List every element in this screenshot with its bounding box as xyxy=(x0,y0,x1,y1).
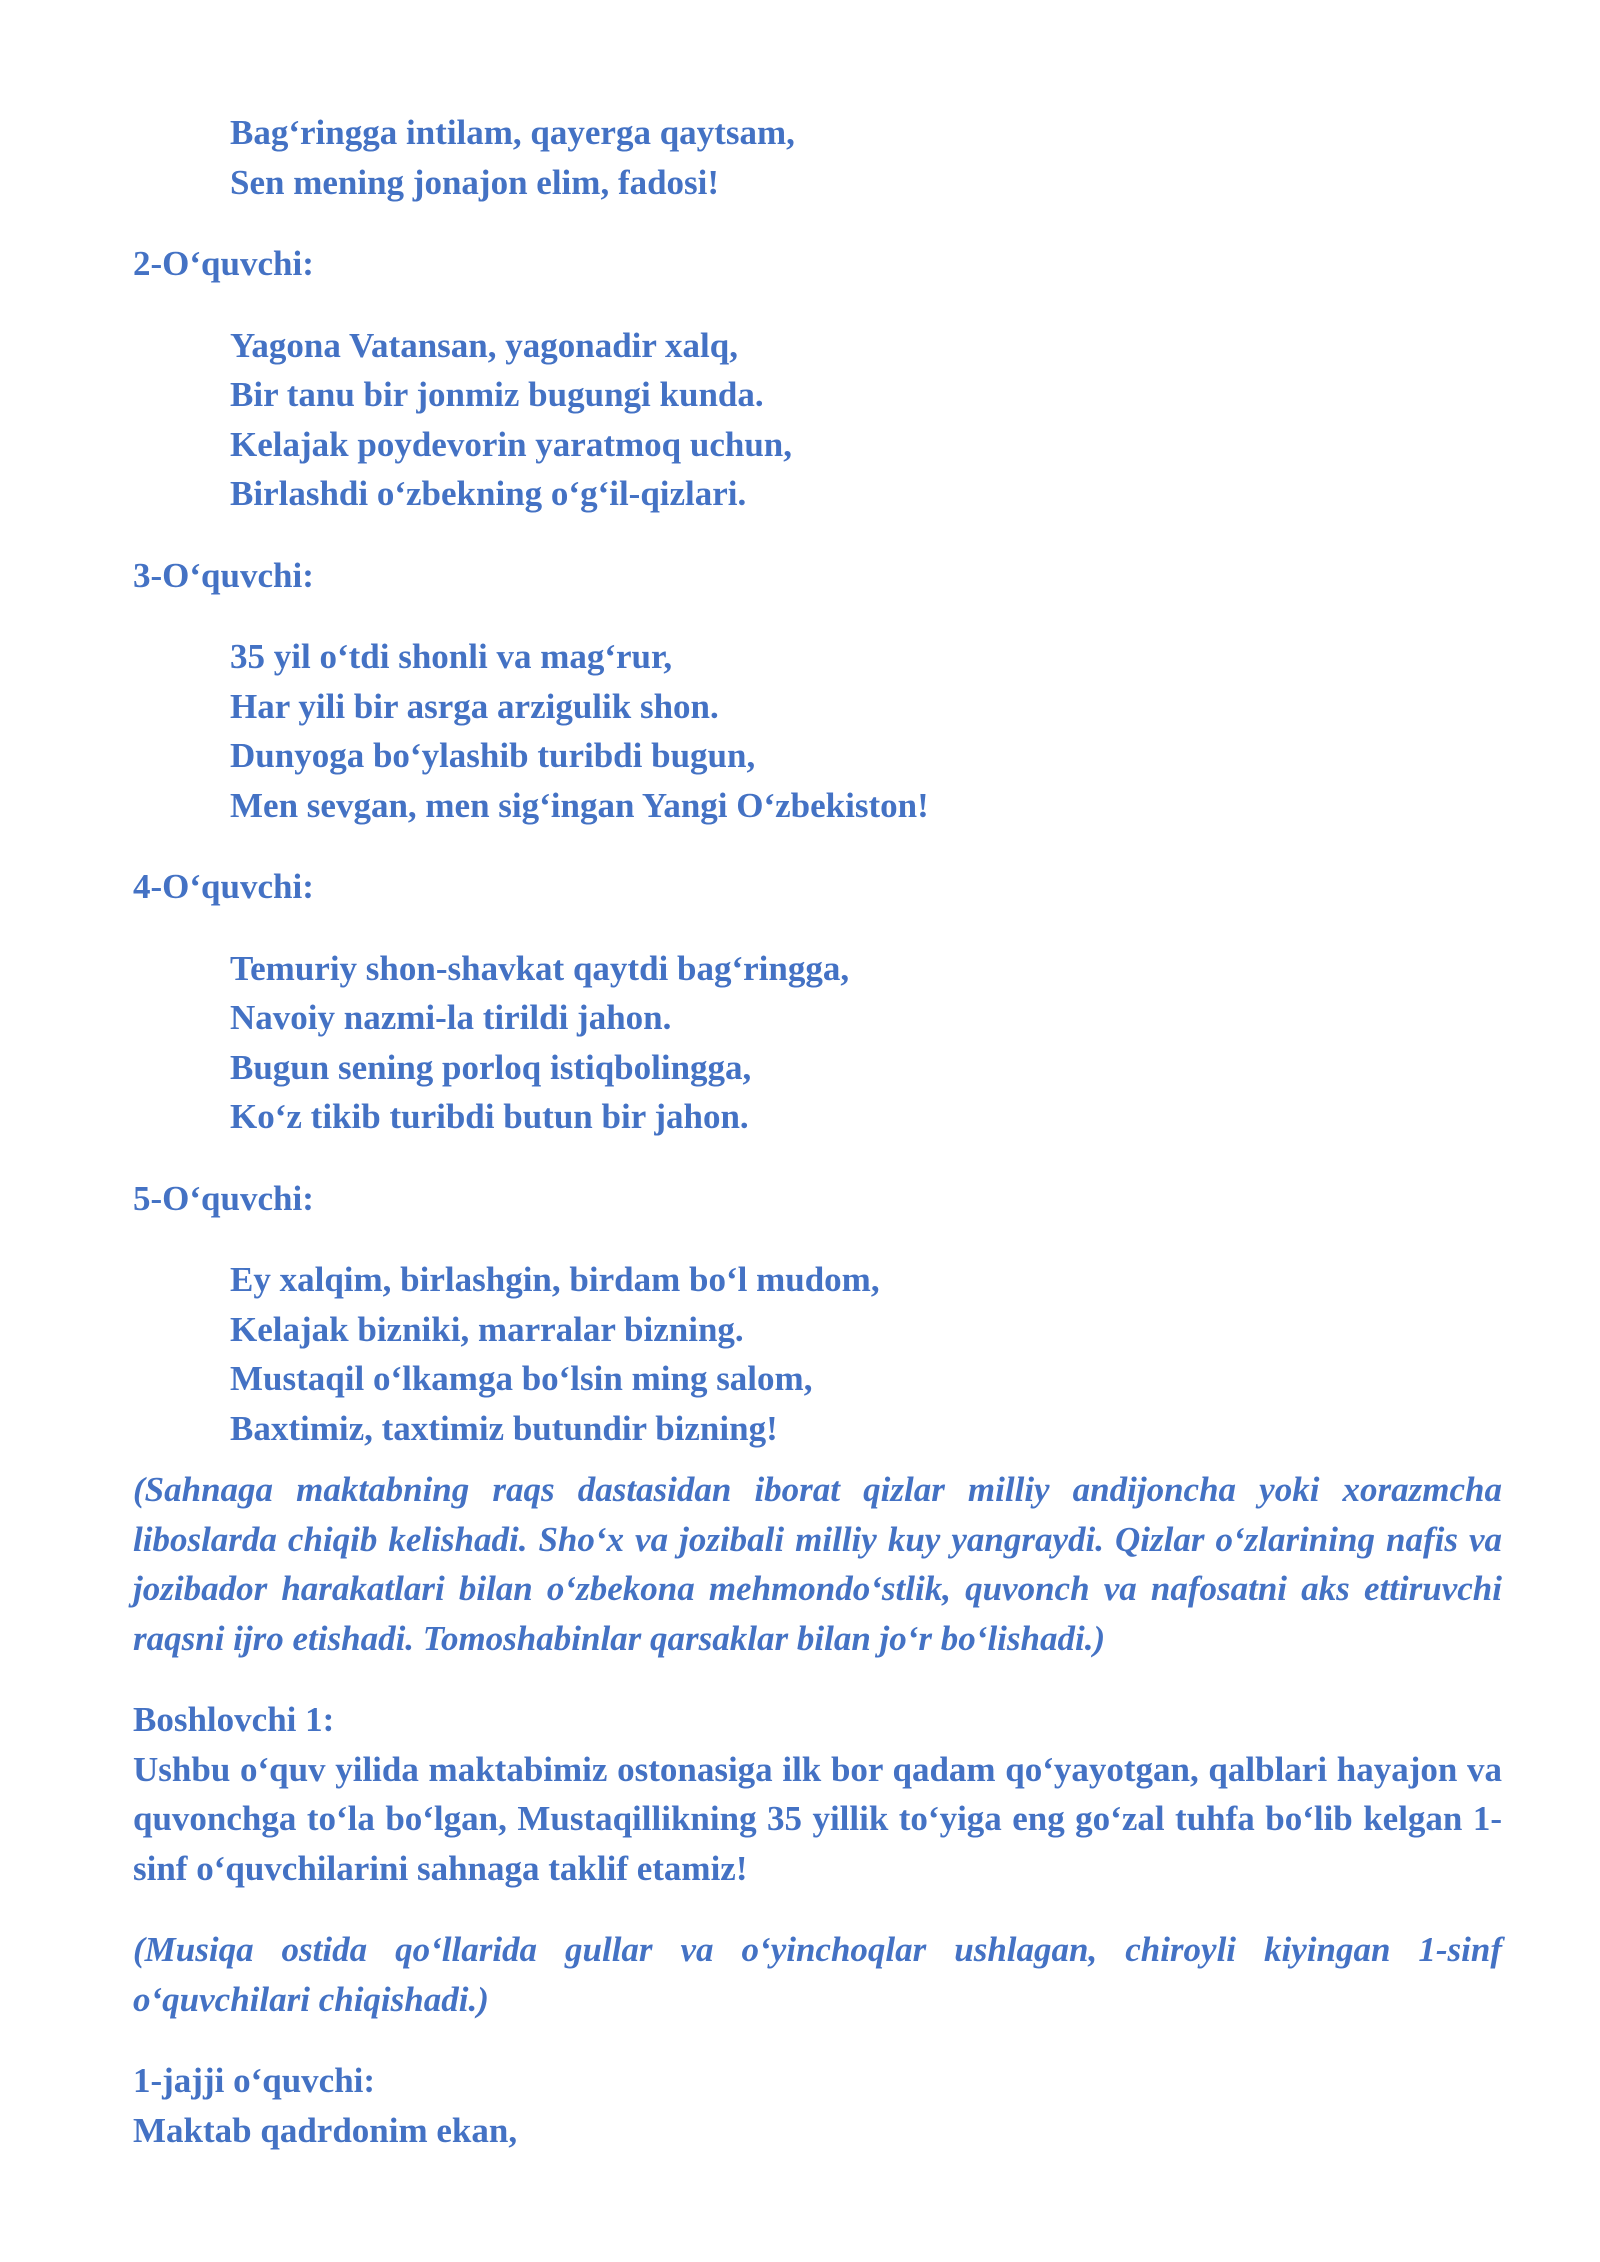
verse-line: Temuriy shon-shavkat qaytdi bag‘ringga, xyxy=(230,948,850,988)
host-1-speech: Ushbu o‘quv yilida maktabimiz ostonasiga ilk bor qadam qo‘yayotgan, qalblari hayajon va quvonchga to‘la bo‘lgan, Mustaqillikning 35 yillik to‘yiga eng go‘zal tuhfa bo‘lib kelgan 1-sinf o‘quvchilarini sahnaga taklif etamiz! xyxy=(133,1749,1502,1888)
speaker-label-5: 5-O‘quvchi: xyxy=(133,1178,314,1218)
verse-line: Sen mening jonajon elim, fadosi! xyxy=(230,162,720,202)
stanza-3 xyxy=(230,632,1502,830)
verse-line: Baxtimiz, taxtimiz butundir bizning! xyxy=(230,1408,778,1448)
verse-line: Kelajak poydevorin yaratmoq uchun, xyxy=(230,424,792,464)
stage-direction-first-graders: (Musiqa ostida qo‘llarida gullar va o‘yinchoqlar ushlagan, chiroyli kiyingan 1-sinf o‘quvchilari chiqishadi.) xyxy=(133,1930,1502,2019)
verse-line: Kelajak bizniki, marralar bizning. xyxy=(230,1309,744,1349)
verse-line: Men sevgan, men sig‘ingan Yangi O‘zbekiston! xyxy=(230,785,929,825)
verse-line: Birlashdi o‘zbekning o‘g‘il-qizlari. xyxy=(230,474,747,513)
speaker-label-3: 3-O‘quvchi: xyxy=(133,555,314,595)
verse-line: Ey xalqim, birlashgin, birdam bo‘l mudom, xyxy=(230,1260,880,1299)
stage-direction-dance: (Sahnaga maktabning raqs dastasidan iborat qizlar milliy andijoncha yoki xorazmcha liboslarda chiqib kelishadi. Sho‘x va jozibali milliy kuy yangraydi. Qizlar o‘zlarining nafis va jozibador harakatlari bilan o‘zbekona mehmondo‘stlik, quvonch va nafosatni aks ettiruvchi raqsni ijro etishadi. Tomoshabinlar qarsaklar bilan jo‘r bo‘lishadi.) xyxy=(133,1470,1502,1658)
verse-line: Har yili bir asrga arzigulik shon. xyxy=(230,686,719,726)
script-content xyxy=(133,108,1502,2155)
verse-line: Navoiy nazmi-la tirildi jahon. xyxy=(230,998,672,1037)
verse-line: Mustaqil o‘lkamga bo‘lsin ming salom, xyxy=(230,1359,813,1398)
verse-line: Dunyoga bo‘ylashib turibdi bugun, xyxy=(230,736,756,775)
verse-line: Maktab qadrdonim ekan, xyxy=(133,2110,518,2150)
speaker-label-host-1: Boshlovchi 1: xyxy=(133,1700,335,1739)
verse-line: Bugun sening porloq istiqbolingga, xyxy=(230,1047,752,1087)
stanza-5 xyxy=(230,1255,1502,1453)
verse-line: Ko‘z tikib turibdi butun bir jahon. xyxy=(230,1097,749,1136)
verse-line: Bag‘ringga intilam, qayerga qaytsam, xyxy=(230,113,795,152)
stanza-2 xyxy=(230,321,1502,519)
verse-line: 35 yil o‘tdi shonli va mag‘rur, xyxy=(230,637,673,676)
stanza-intro xyxy=(230,108,1502,207)
speaker-label-2: 2-O‘quvchi: xyxy=(133,244,314,283)
verse-line: Bir tanu bir jonmiz bugungi kunda. xyxy=(230,375,764,414)
speaker-label-4: 4-O‘quvchi: xyxy=(133,867,314,906)
stanza-4 xyxy=(230,944,1502,1142)
speaker-label-kid-1: 1-jajji o‘quvchi: xyxy=(133,2061,376,2100)
verse-line: Yagona Vatansan, yagonadir xalq, xyxy=(230,325,738,365)
